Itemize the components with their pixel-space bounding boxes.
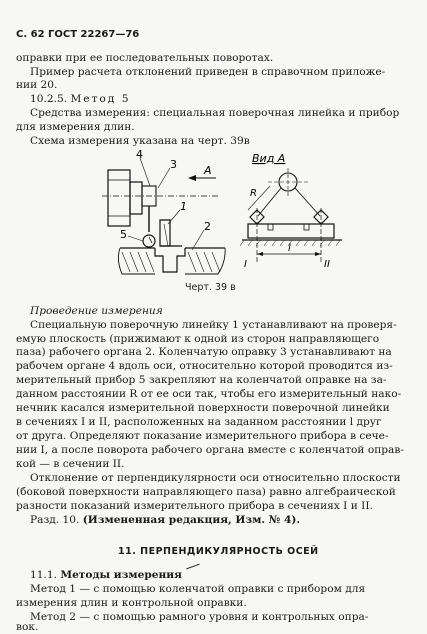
text-line: нии I, а после поворота рабочего органа вместе с коленчатой оправ- — [16, 444, 404, 456]
figure-right-view — [238, 148, 356, 272]
text-line: Отклонение от перпендикулярности оси относительно плоскости — [30, 472, 401, 484]
dash-mark — [186, 564, 199, 570]
text-line: в сечениях I и II, расположенных на заданном расстоянии l друг — [16, 416, 382, 428]
label-l: l — [288, 243, 291, 254]
method-label: Метод 5 — [70, 93, 131, 105]
label-A: А — [204, 164, 212, 177]
text-line: Метод 1 — с помощью коленчатой оправки с прибором для — [30, 583, 366, 595]
label-II: II — [324, 259, 330, 270]
amendment-prefix: Разд. 10. — [30, 514, 80, 526]
page-header: С. 62 ГОСТ 22267—76 — [16, 29, 140, 40]
figure-left-scheme — [100, 148, 240, 280]
subsection-number: 11.1. — [30, 569, 57, 581]
label-5: 5 — [120, 228, 127, 241]
text-line: паза) рабочего органа 2. Коленчатую оправку 3 устанавливают на — [16, 346, 392, 358]
method-heading — [30, 93, 130, 106]
label-R: R — [250, 188, 257, 199]
text-line: Специальную поверочную линейку 1 устанавливают на проверя- — [30, 319, 397, 331]
label-1: 1 — [180, 200, 187, 213]
text-line: Метод 2 — с помощью рамного уровня и контрольных опра- — [30, 611, 369, 623]
label-2: 2 — [204, 220, 211, 233]
subsection-title: Методы измерения — [60, 569, 182, 581]
view-label: Вид А — [252, 152, 286, 165]
text-line: Пример расчета отклонений приведен в справочном приложе- — [30, 66, 386, 78]
text-line: Средства измерения: специальная поверочная линейка и прибор — [30, 107, 400, 119]
label-3: 3 — [170, 158, 177, 171]
text-line: измерения длин и контрольной оправки. — [16, 597, 247, 609]
figure-caption: Черт. 39 в — [185, 282, 236, 293]
amendment-text: (Измененная редакция, Изм. № 4). — [82, 514, 301, 526]
text-line: от друга. Определяют показание измерительного прибора в сече- — [16, 430, 389, 442]
label-4: 4 — [136, 148, 143, 161]
text-line: рабочем органе 4 вдоль оси, относительно которой проводится из- — [16, 360, 393, 372]
amendment-note — [30, 514, 300, 527]
text-line: кой — в сечении II. — [16, 458, 125, 470]
text-line: оправки при ее последовательных поворотах. — [16, 52, 274, 64]
text-line: нечник касался измерительной поверхности поверочной линейки — [16, 402, 390, 414]
method-number: 10.2.5. — [30, 93, 68, 105]
subsection-heading — [30, 569, 182, 582]
procedure-heading: Проведение измерения — [30, 305, 163, 317]
text-line: Схема измерения указана на черт. 39в — [30, 135, 250, 147]
text-line: емую плоскость (прижимают к одной из сторон направляющего — [16, 333, 380, 345]
section-title: 11. ПЕРПЕНДИКУЛЯРНОСТЬ ОСЕЙ — [118, 546, 319, 557]
text-line: нии 20. — [16, 79, 58, 91]
text-line: данном расстоянии R от ее оси так, чтобы его измерительный нако- — [16, 388, 402, 400]
text-line: мерительный прибор 5 закрепляют на коленчатой оправке на за- — [16, 374, 387, 386]
label-I: I — [244, 259, 247, 270]
text-line: разности показаний измерительного прибора в сечениях I и II. — [16, 500, 373, 512]
text-line: вок. — [16, 621, 39, 633]
text-line: (боковой поверхности направляющего паза) равно алгебраической — [16, 486, 396, 498]
text-line: для измерения длин. — [16, 121, 135, 133]
